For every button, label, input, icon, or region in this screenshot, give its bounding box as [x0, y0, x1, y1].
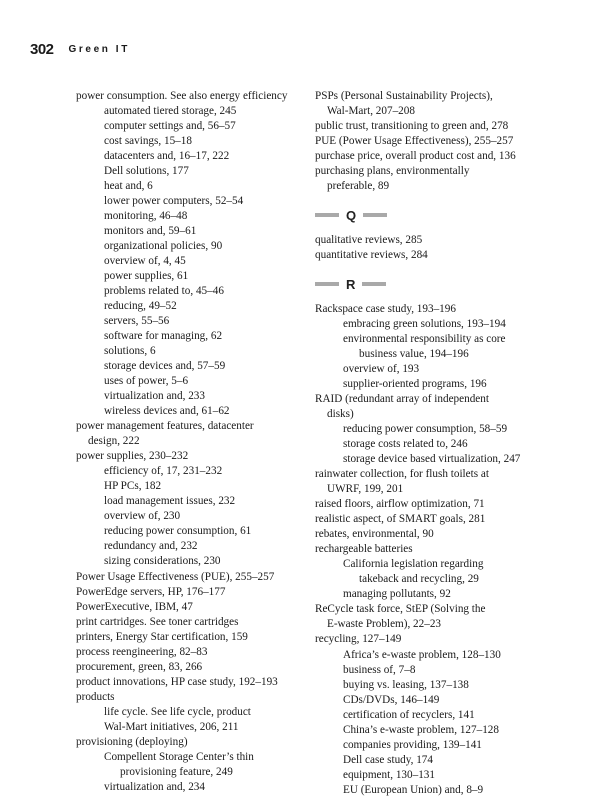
index-subentry: computer settings and, 56–57 — [104, 120, 236, 133]
index-subentry: uses of power, 5–6 — [104, 375, 189, 388]
index-subentry: supplier-oriented programs, 196 — [343, 378, 487, 391]
index-entry: print cartridges. See toner cartridges — [76, 615, 239, 628]
index-entry: rainwater collection, for flush toilets at — [315, 468, 489, 481]
index-subentry: monitors and, 59–61 — [104, 225, 197, 238]
index-subentry: storage devices and, 57–59 — [104, 360, 226, 373]
index-subentry: embracing green solutions, 193–194 — [343, 318, 506, 331]
index-subentry: reducing power consumption, 61 — [104, 525, 252, 538]
index-entry: purchasing plans, environmentally — [315, 165, 470, 178]
index-subentry: China’s e-waste problem, 127–128 — [343, 723, 499, 736]
index-subentry: companies providing, 139–141 — [343, 738, 482, 751]
index-subentry: sizing considerations, 230 — [104, 555, 221, 568]
index-column-left — [76, 89, 302, 795]
index-subentry: storage costs related to, 246 — [343, 438, 468, 451]
index-entry: PSPs (Personal Sustainability Projects), — [315, 90, 493, 102]
running-head — [30, 39, 130, 59]
index-entry: disks) — [327, 408, 354, 421]
index-entry: rechargeable batteries — [315, 543, 413, 556]
index-entry: UWRF, 199, 201 — [327, 483, 404, 496]
index-entry: power supplies, 230–232 — [76, 450, 189, 463]
index-subentry: equipment, 130–131 — [343, 768, 435, 781]
index-entry: E-waste Problem), 22–23 — [327, 618, 442, 631]
section-letter: R — [346, 276, 356, 292]
index-subentry: solutions, 6 — [104, 345, 156, 358]
index-subentry: software for managing, 62 — [104, 330, 223, 343]
heading-rule-left — [315, 213, 339, 217]
index-subentry: problems related to, 45–46 — [104, 285, 224, 298]
index-entry: PowerExecutive, IBM, 47 — [76, 600, 193, 613]
index-entry: Wal-Mart, 207–208 — [327, 105, 415, 118]
index-subentry: servers, 55–56 — [104, 315, 170, 328]
index-subentry: virtualization and, 234 — [104, 780, 205, 793]
index-subentry: takeback and recycling, 29 — [359, 573, 479, 586]
index-entry: qualitative reviews, 285 — [315, 234, 423, 247]
index-subentry: cost savings, 15–18 — [104, 135, 192, 148]
index-column-right — [315, 89, 580, 798]
index-entry: design, 222 — [88, 435, 140, 448]
index-entry: Power Usage Effectiveness (PUE), 255–257 — [76, 570, 275, 583]
index-subentry: storage device based virtualization, 247 — [343, 453, 521, 466]
index-subentry: wireless devices and, 61–62 — [104, 405, 230, 418]
index-subentry: CDs/DVDs, 146–149 — [343, 693, 440, 706]
index-subentry: efficiency of, 17, 231–232 — [104, 465, 223, 478]
index-entry: ReCycle task force, StEP (Solving the — [315, 603, 486, 616]
index-subentry: life cycle. See life cycle, product — [104, 705, 251, 718]
index-entry: PUE (Power Usage Effectiveness), 255–257 — [315, 135, 514, 148]
index-subentry: EU (European Union) and, 8–9 — [343, 783, 484, 796]
index-subentry: business value, 194–196 — [359, 348, 469, 361]
index-entry: products — [76, 690, 115, 703]
index-subentry: reducing power consumption, 58–59 — [343, 423, 508, 436]
index-subentry: Dell case study, 174 — [343, 753, 433, 766]
index-subentry: California legislation regarding — [343, 558, 484, 571]
index-subentry: overview of, 230 — [104, 510, 181, 523]
index-subentry: Dell solutions, 177 — [104, 165, 189, 178]
index-subentry: organizational policies, 90 — [104, 240, 223, 253]
section-letter-heading — [315, 273, 580, 295]
index-entry: realistic aspect, of SMART goals, 281 — [315, 513, 486, 526]
index-subentry: managing pollutants, 92 — [343, 588, 451, 601]
index-entry: PowerEdge servers, HP, 176–177 — [76, 585, 226, 598]
index-entry: power consumption. See also energy efficiency — [76, 90, 288, 102]
index-entry: Rackspace case study, 193–196 — [315, 303, 456, 316]
index-entry: printers, Energy Star certification, 159 — [76, 630, 248, 643]
index-subentry: datacenters and, 16–17, 222 — [104, 150, 230, 163]
index-subentry: lower power computers, 52–54 — [104, 195, 244, 208]
index-subentry: provisioning feature, 249 — [120, 765, 233, 778]
section-letter-heading — [315, 204, 580, 226]
index-subentry: heat and, 6 — [104, 180, 153, 193]
index-entry: quantitative reviews, 284 — [315, 249, 428, 262]
index-subentry: buying vs. leasing, 137–138 — [343, 678, 469, 691]
section-letter: Q — [346, 207, 357, 223]
index-subentry: redundancy and, 232 — [104, 540, 198, 553]
index-entry: preferable, 89 — [327, 180, 390, 193]
index-subentry: power supplies, 61 — [104, 270, 189, 283]
heading-rule-right — [362, 282, 386, 286]
index-subentry: Compellent Storage Center’s thin — [104, 750, 254, 763]
index-entry: product innovations, HP case study, 192–193 — [76, 675, 278, 688]
heading-rule-right — [363, 213, 387, 217]
page-number: 302 — [30, 40, 54, 58]
index-subentry: load management issues, 232 — [104, 495, 236, 508]
index-entry: procurement, green, 83, 266 — [76, 660, 203, 673]
index-subentry: Africa’s e-waste problem, 128–130 — [343, 648, 501, 661]
index-entry: power management features, datacenter — [76, 420, 254, 433]
index-entry: purchase price, overall product cost and, 136 — [315, 150, 516, 163]
index-subentry: certification of recyclers, 141 — [343, 708, 475, 721]
index-subentry: overview of, 4, 45 — [104, 255, 186, 268]
index-subentry: overview of, 193 — [343, 363, 420, 376]
index-subentry: automated tiered storage, 245 — [104, 105, 237, 118]
heading-rule-left — [315, 282, 339, 286]
index-subentry: virtualization and, 233 — [104, 390, 205, 403]
index-entry: raised floors, airflow optimization, 71 — [315, 498, 485, 511]
index-subentry: monitoring, 46–48 — [104, 210, 188, 223]
book-title: Green IT — [68, 43, 130, 55]
index-subentry: Wal-Mart initiatives, 206, 211 — [104, 720, 239, 733]
index-entry: rebates, environmental, 90 — [315, 528, 434, 541]
index-entry: process reengineering, 82–83 — [76, 645, 208, 658]
index-subentry: HP PCs, 182 — [104, 480, 162, 493]
index-subentry: reducing, 49–52 — [104, 300, 177, 313]
index-entry: RAID (redundant array of independent — [315, 393, 489, 406]
index-subentry: environmental responsibility as core — [343, 333, 506, 346]
index-entry: public trust, transitioning to green and, 278 — [315, 120, 509, 133]
index-entry: recycling, 127–149 — [315, 633, 402, 646]
index-subentry: business of, 7–8 — [343, 663, 416, 676]
index-entry: provisioning (deploying) — [76, 735, 188, 748]
